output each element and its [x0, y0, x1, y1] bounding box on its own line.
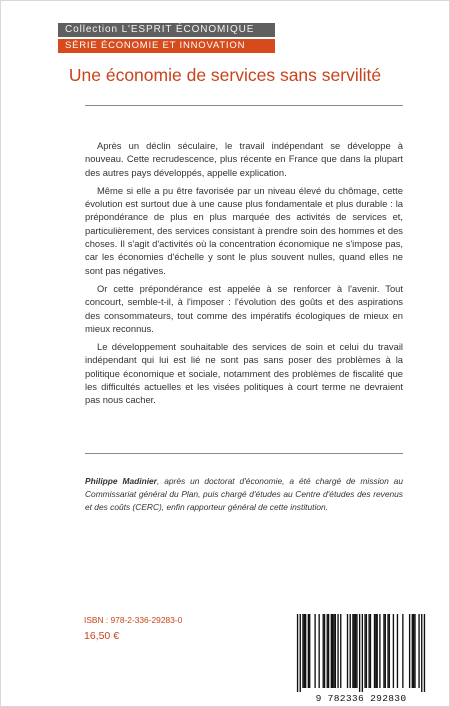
author-bio-text: , après un doctorat d'économie, a été chargé de mission au Commissariat général du Plan, puis chargé d'études au Centre d'études des revenus et des coûts (CERC), enfin rapporteur général de cette institution. [85, 476, 403, 512]
author-bio [85, 475, 403, 513]
barcode-bar [331, 614, 332, 688]
barcode-bar [368, 614, 369, 688]
barcode-bar [323, 614, 324, 688]
isbn: ISBN : 978-2-336-29283-0 [84, 615, 183, 625]
barcode-bar [387, 614, 388, 688]
barcode-bar [374, 614, 375, 688]
barcode-bar [424, 614, 425, 692]
barcode-bar [354, 614, 355, 688]
barcode-bar [340, 614, 341, 688]
barcode-bar [327, 614, 328, 688]
barcode-bar [413, 614, 414, 688]
barcode-bar [337, 614, 338, 688]
book-title: Une économie de services sans servilité [68, 65, 382, 85]
author-divider [85, 453, 403, 454]
barcode-bar [385, 614, 386, 688]
barcode-bar [379, 614, 380, 688]
title-divider [85, 105, 403, 106]
barcode-bar [347, 614, 348, 688]
barcode-bar [402, 614, 403, 688]
blurb-paragraph-4: Le développement souhaitable des services de soin et celui du travail indépendant qui lui est lié ne sont pas sans poser des problèmes à la politique économique et sociale, notamment des problèmes de fiscalité que les difficultés actuelles et les visées politiques à court terme ne devraient pas nous cacher. [85, 341, 403, 406]
barcode-bar [383, 614, 384, 688]
author-name: Philippe Madinier [85, 476, 157, 486]
blurb-paragraph-3: Or cette prépondérance est appelée à se renforcer à l'avenir. Tout concourt, semble-t-il, à l'imposer : l'évolution des goûts et des aspirations des consommateurs, tout comme des impératifs écologiques de mieux en mieux reconnus. [85, 282, 403, 334]
series-band: SÉRIE ÉCONOMIE ET INNOVATION [58, 39, 275, 53]
barcode-bar [300, 614, 301, 692]
barcode-bars [291, 612, 431, 692]
barcode-bar [359, 614, 360, 692]
barcode-bar [389, 614, 390, 688]
barcode-bar [297, 614, 298, 692]
blurb-paragraph-1: Après un déclin séculaire, le travail indépendant se développe à nouveau. Cette recrudescence, plus récente en France que dans la plupart des autres pays développés, appelle explication. [85, 140, 403, 178]
barcode-bar [328, 614, 329, 688]
collection-band: Collection L'ESPRIT ÉCONOMIQUE [58, 23, 275, 37]
barcode-bar [397, 614, 398, 688]
barcode-bar [335, 614, 336, 688]
barcode-bar [302, 614, 303, 688]
blurb-paragraph-2: Même si elle a pu être favorisée par un niveau élevé du chômage, cette évolution est surtout due à une cause plus fondamentale et plus durable : la prépondérance de plus en plus marquée des activités de services et, particulièrement, des services consistant à prendre soin des hommes et des choses. Il s'agit d'activités où la concentration économique ne s'impose pas, car les économies d'échelle y sont le plus souvent nulles, quand elles ne sont pas négatives. [85, 184, 403, 276]
barcode-bar [324, 614, 325, 688]
barcode-bar [362, 614, 363, 692]
barcode-digits: 9 782336 292830 [315, 693, 407, 704]
barcode-bar [352, 614, 353, 688]
barcode-bar [412, 614, 413, 688]
barcode [291, 612, 431, 704]
barcode-bar [309, 614, 310, 688]
barcode-bar [370, 614, 371, 688]
barcode-bar [356, 614, 357, 688]
barcode-bar [304, 614, 305, 688]
barcode-bar [377, 614, 378, 688]
barcode-bar [332, 614, 333, 688]
barcode-bar [355, 614, 356, 688]
barcode-bar [333, 614, 334, 688]
barcode-bar [366, 614, 367, 688]
barcode-bar [393, 614, 394, 688]
barcode-bar [364, 614, 365, 688]
barcode-bar [305, 614, 306, 688]
barcode-bar [421, 614, 422, 692]
barcode-bar [308, 614, 309, 688]
blurb [85, 139, 403, 412]
barcode-bar [414, 614, 415, 688]
price: 16,50 € [84, 630, 120, 642]
barcode-bar [375, 614, 376, 688]
barcode-bar [418, 614, 419, 688]
barcode-bar [314, 614, 315, 688]
barcode-bar [350, 614, 351, 688]
barcode-bar [409, 614, 410, 688]
barcode-bar [318, 614, 319, 688]
